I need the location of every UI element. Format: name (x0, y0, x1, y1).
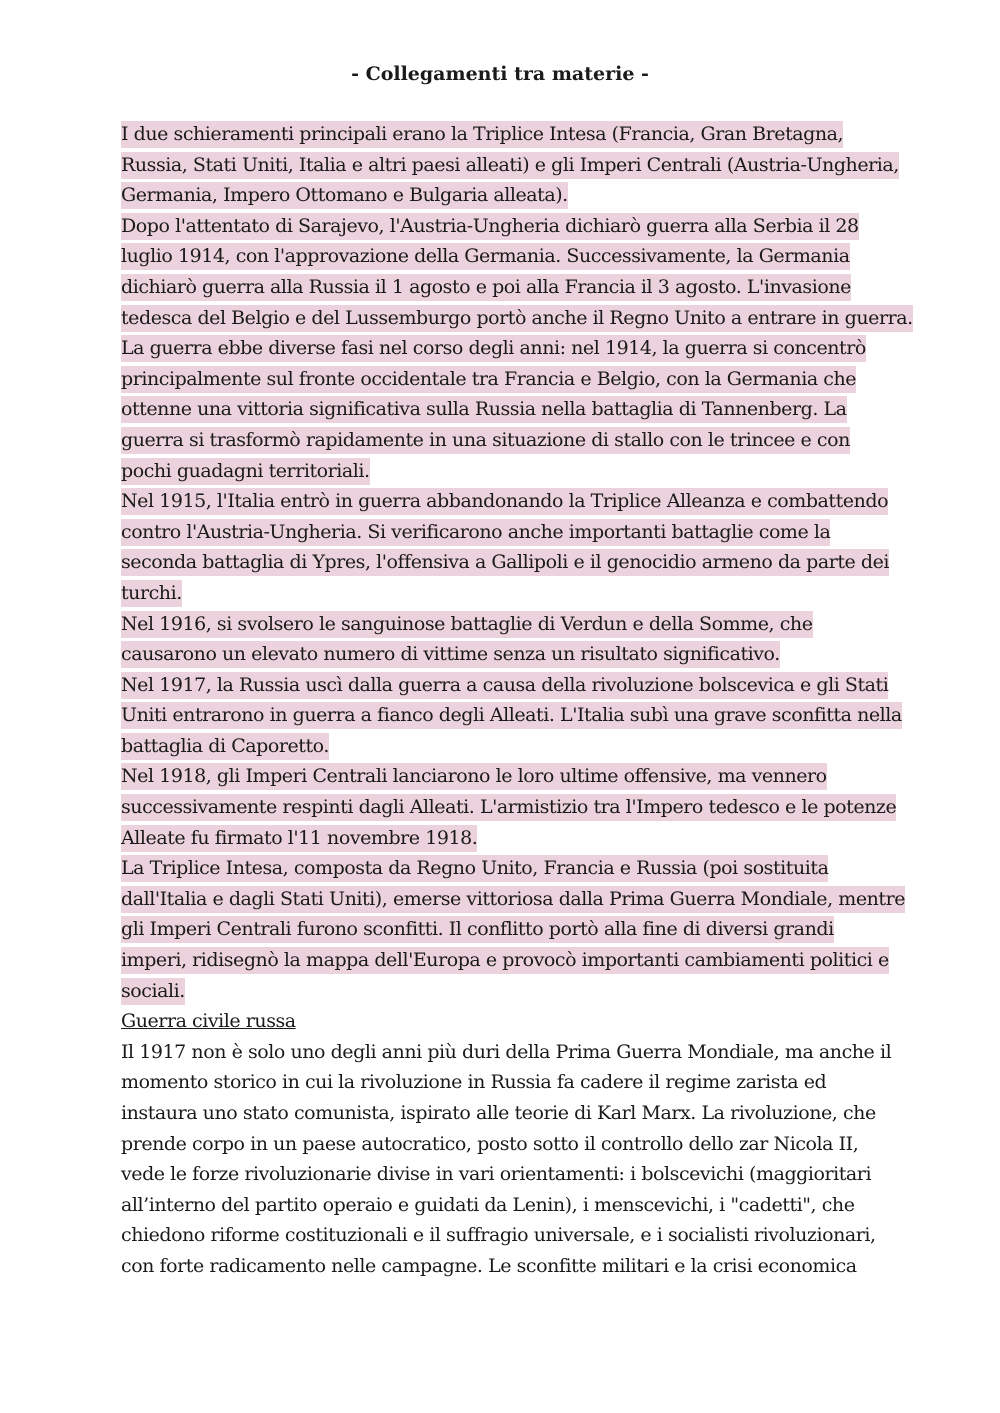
highlighted-text: turchi. (121, 580, 182, 607)
text-line (121, 119, 891, 150)
text-line (121, 884, 906, 915)
paragraph-text: all’interno del partito operaio e guidati da Lenin), i menscevichi, i "cadetti", che (121, 1193, 855, 1216)
highlighted-text: successivamente respinti dagli Alleati. L'armistizio tra l'Impero tedesco e le potenze (121, 794, 896, 821)
section-heading-text: Guerra civile russa (121, 1010, 296, 1033)
text-line (121, 823, 891, 854)
highlighted-text: ottenne una vittoria significativa sulla Russia nella battaglia di Tannenberg. La (121, 396, 847, 423)
paragraph-text: prende corpo in un paese autocratico, posto sotto il controllo dello zar Nicola II, (121, 1132, 859, 1155)
text-line (121, 333, 891, 364)
paragraph-text: momento storico in cui la rivoluzione in Russia fa cadere il regime zarista ed (121, 1071, 827, 1094)
paragraph-text: chiedono riforme costituzionali e il suffragio universale, e i socialisti rivoluzionari, (121, 1224, 876, 1247)
highlighted-text: La guerra ebbe diverse fasi nel corso degli anni: nel 1914, la guerra si concentrò (121, 335, 866, 362)
highlighted-text: sociali. (121, 978, 185, 1005)
text-line (121, 945, 891, 976)
section-heading (121, 1006, 891, 1037)
text-line (121, 914, 891, 945)
text-line (121, 517, 891, 548)
highlighted-text: Russia, Stati Uniti, Italia e altri paesi alleati) e gli Imperi Centrali (Austria-Ungheria, (121, 152, 899, 179)
highlighted-text: Dopo l'attentato di Sarajevo, l'Austria-Ungheria dichiarò guerra alla Serbia il 28 (121, 213, 859, 240)
text-line (121, 731, 891, 762)
highlighted-text: luglio 1914, con l'approvazione della Germania. Successivamente, la Germania (121, 243, 850, 270)
text-line (121, 761, 891, 792)
text-line (121, 1037, 891, 1068)
text-line (121, 792, 897, 823)
text-line (121, 1098, 891, 1129)
text-line (121, 425, 891, 456)
highlighted-text: principalmente sul fronte occidentale tra Francia e Belgio, con la Germania che (121, 366, 856, 393)
highlighted-text: imperi, ridisegnò la mappa dell'Europa e provocò importanti cambiamenti politici e (121, 947, 889, 974)
highlighted-text: causarono un elevato numero di vittime senza un risultato significativo. (121, 641, 780, 668)
text-line (121, 1129, 891, 1160)
highlighted-text: tedesca del Belgio e del Lussemburgo portò anche il Regno Unito a entrare in guerra. (121, 305, 913, 332)
highlighted-text: Nel 1917, la Russia uscì dalla guerra a causa della rivoluzione bolscevica e gli Stati (121, 672, 888, 699)
highlighted-text: contro l'Austria-Ungheria. Si verificarono anche importanti battaglie come la (121, 519, 830, 546)
highlighted-text: Nel 1918, gli Imperi Centrali lanciarono le loro ultime offensive, ma vennero (121, 763, 827, 790)
highlighted-text: pochi guadagni territoriali. (121, 458, 370, 485)
page-title: - Collegamenti tra materie - (351, 63, 649, 85)
text-line (121, 180, 891, 211)
text-line (121, 1251, 891, 1282)
text-line (121, 976, 891, 1007)
text-line (121, 853, 891, 884)
text-line (121, 1220, 891, 1251)
paragraph-text: con forte radicamento nelle campagne. Le sconfitte militari e la crisi economica (121, 1254, 857, 1277)
highlighted-text: dall'Italia e dagli Stati Uniti), emerse vittoriosa dalla Prima Guerra Mondiale, mentre (121, 886, 905, 913)
paragraph-text: instaura uno stato comunista, ispirato alle teorie di Karl Marx. La rivoluzione, che (121, 1102, 876, 1124)
text-line (121, 547, 891, 578)
text-line (121, 211, 891, 242)
text-line (121, 364, 891, 395)
text-line (121, 150, 899, 181)
text-line (121, 241, 891, 272)
text-line (121, 486, 891, 517)
text-line (121, 456, 891, 487)
highlighted-text: Nel 1915, l'Italia entrò in guerra abbandonando la Triplice Alleanza e combattendo (121, 488, 888, 515)
text-line (121, 1190, 891, 1221)
text-line (121, 700, 902, 731)
paragraph-text: vede le forze rivoluzionarie divise in vari orientamenti: i bolscevichi (maggioritari (121, 1163, 872, 1186)
highlighted-text: Uniti entrarono in guerra a fianco degli Alleati. L'Italia subì una grave sconfitta nella (121, 702, 902, 729)
text-line (121, 670, 891, 701)
text-line (121, 1067, 891, 1098)
highlighted-text: Germania, Impero Ottomano e Bulgaria alleata). (121, 182, 568, 209)
text-line (121, 394, 891, 425)
highlighted-text: seconda battaglia di Ypres, l'offensiva a Gallipoli e il genocidio armeno da parte dei (121, 549, 889, 576)
text-line (121, 578, 891, 609)
document-body (121, 119, 913, 1282)
highlighted-text: battaglia di Caporetto. (121, 733, 329, 760)
highlighted-text: dichiarò guerra alla Russia il 1 agosto e poi alla Francia il 3 agosto. L'invasione (121, 274, 851, 301)
text-line (121, 303, 913, 334)
highlighted-text: guerra si trasformò rapidamente in una situazione di stallo con le trincee e con (121, 427, 850, 454)
highlighted-text: I due schieramenti principali erano la Triplice Intesa (Francia, Gran Bretagna, (121, 121, 843, 148)
highlighted-text: La Triplice Intesa, composta da Regno Unito, Francia e Russia (poi sostituita (121, 855, 828, 882)
highlighted-text: Alleate fu firmato l'11 novembre 1918. (121, 825, 477, 852)
text-line (121, 272, 891, 303)
highlighted-text: Nel 1916, si svolsero le sanguinose battaglie di Verdun e della Somme, che (121, 611, 813, 638)
highlighted-text: gli Imperi Centrali furono sconfitti. Il conflitto portò alla fine di diversi grandi (121, 916, 834, 943)
paragraph-text: Il 1917 non è solo uno degli anni più duri della Prima Guerra Mondiale, ma anche il (121, 1040, 892, 1063)
text-line (121, 639, 891, 670)
text-line (121, 1159, 891, 1190)
text-line (121, 609, 891, 640)
